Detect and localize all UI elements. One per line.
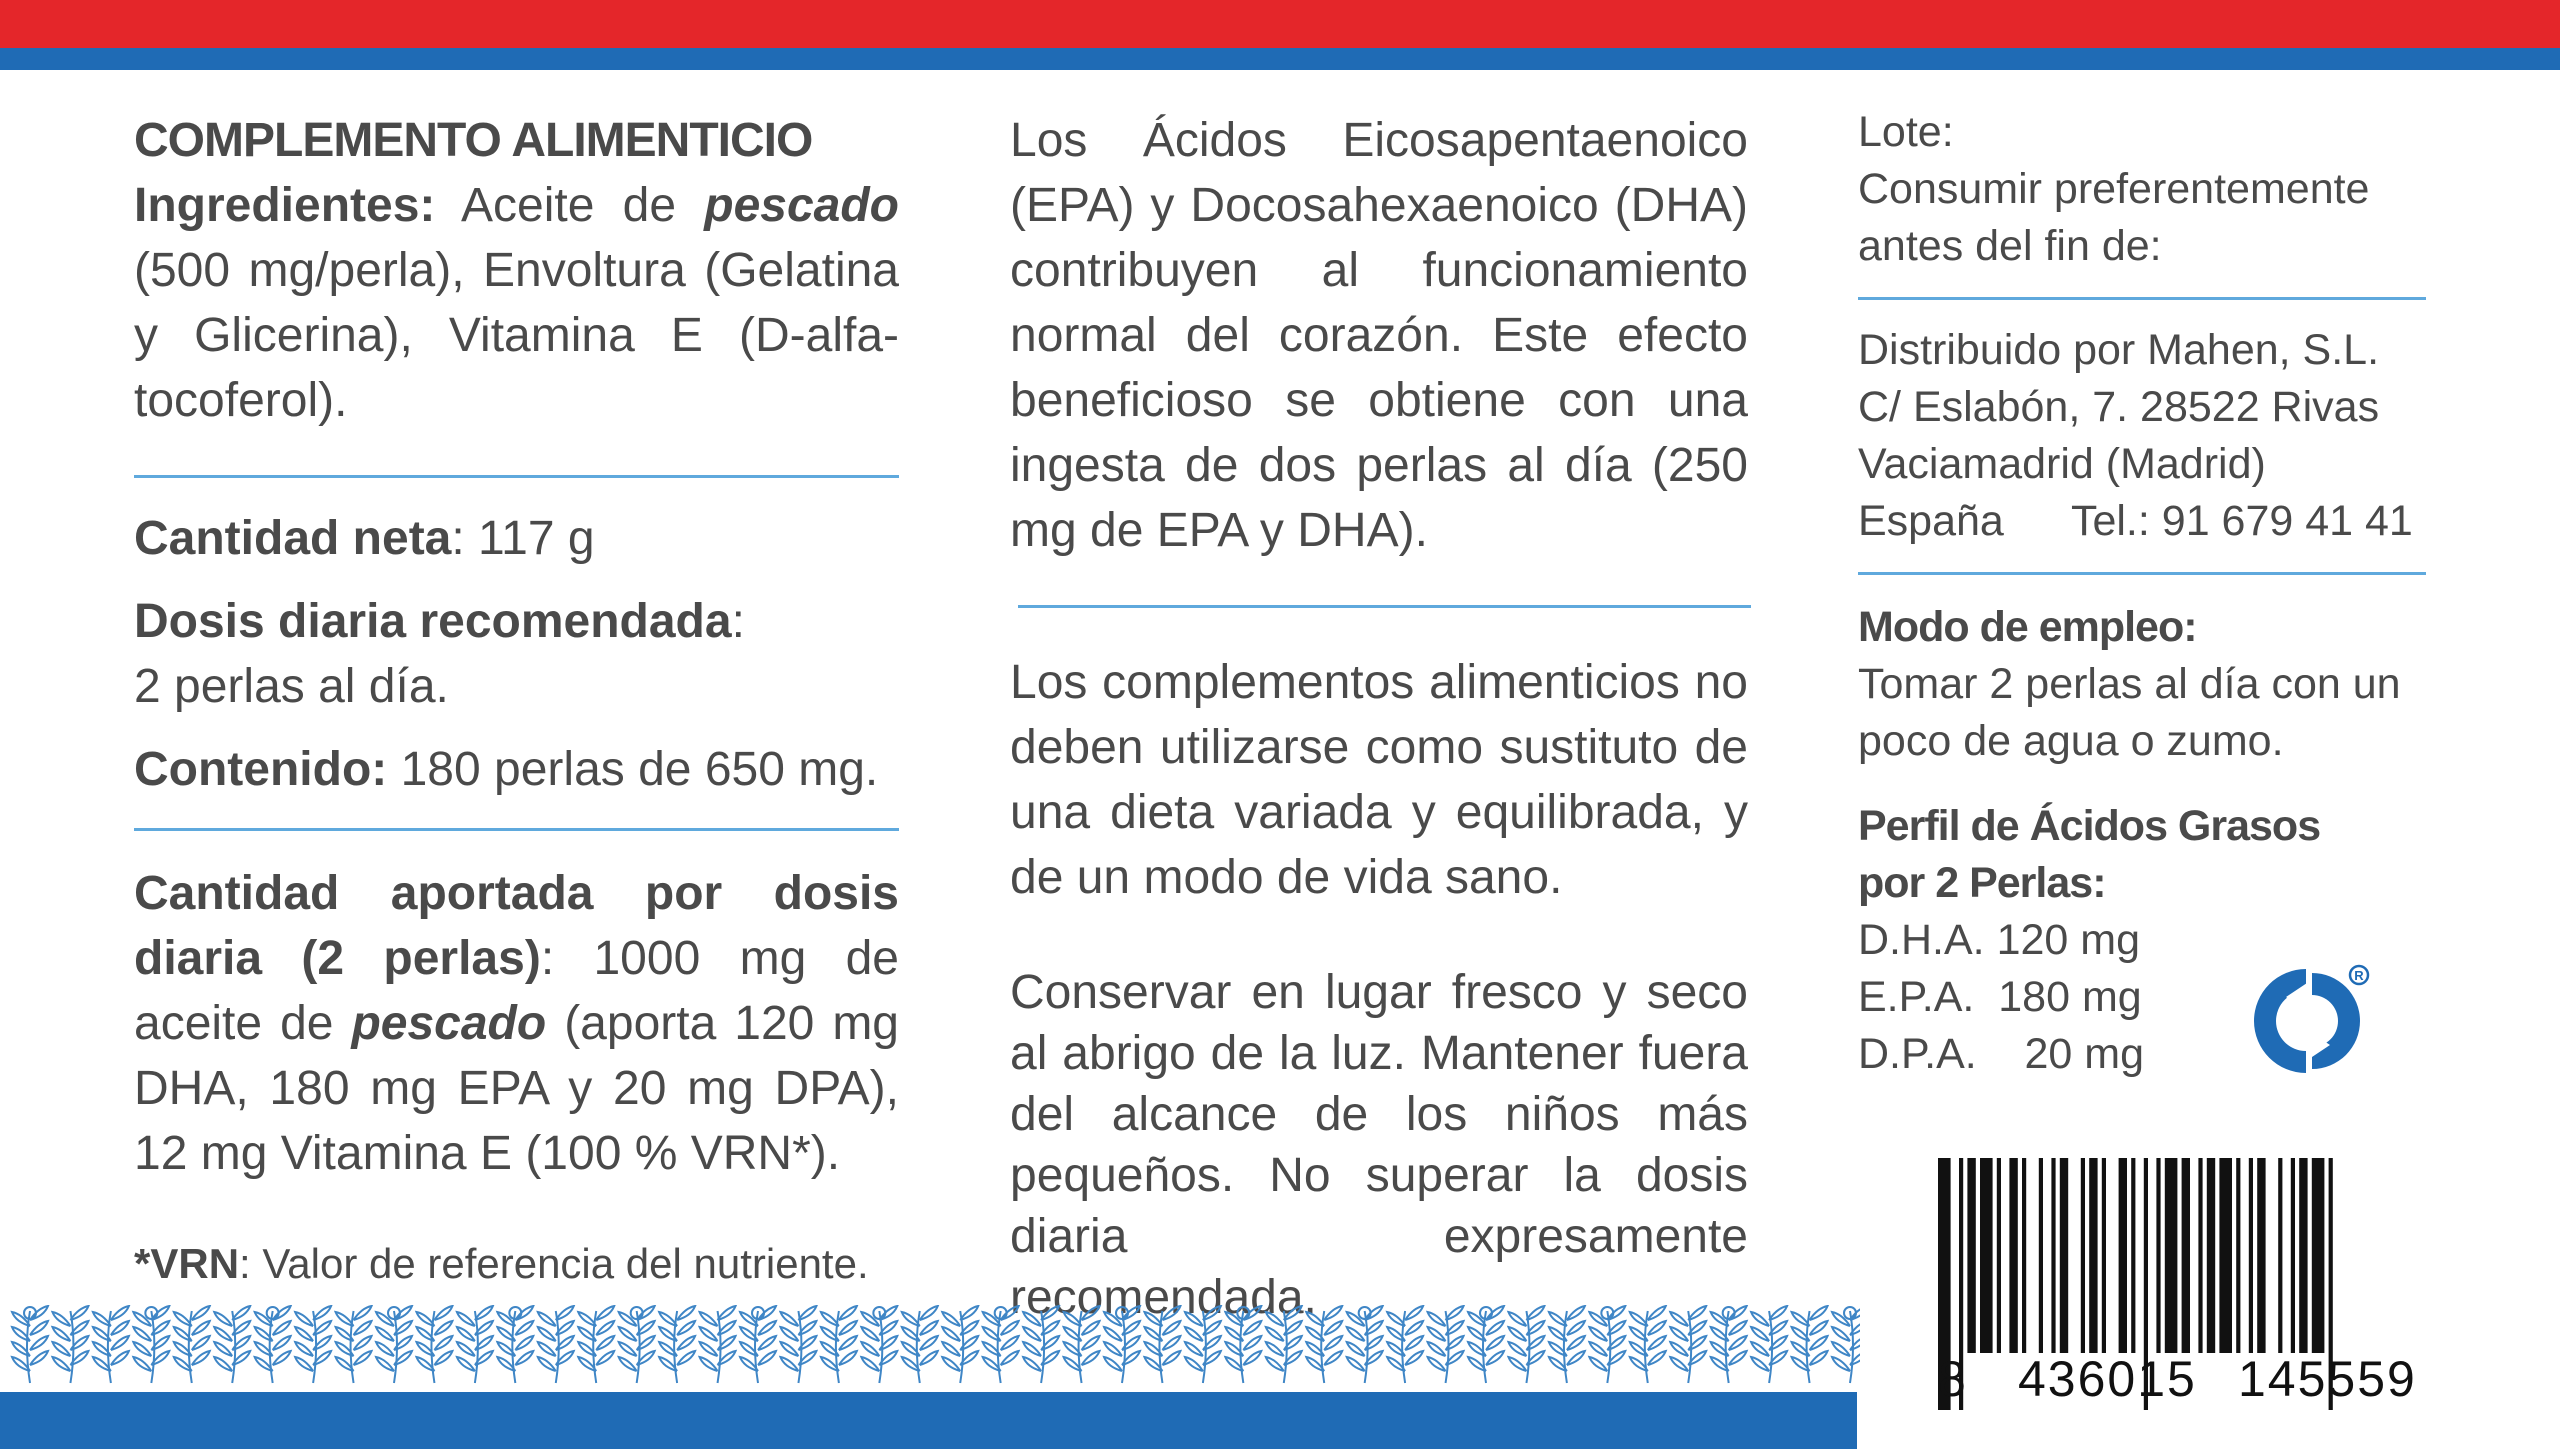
product-category-heading: COMPLEMENTO ALIMENTICIO (134, 114, 813, 167)
plant-sprig (821, 1306, 857, 1383)
fish-word: pescado (704, 179, 899, 232)
vrn-label: *VRN (134, 1240, 240, 1287)
column-composition (134, 108, 899, 1292)
ingredients-text-b: (500 mg/perla), Envoltura (Gelatina y Glicerina), Vitamina E (D-alfa-tocoferol). (134, 244, 899, 427)
profile-name: D.H.A. (1858, 916, 1985, 964)
vrn-text: Valor de referencia del nutriente. (262, 1240, 869, 1287)
registered-mark-icon (2350, 966, 2368, 984)
ingredients-text-a: Aceite de (460, 179, 677, 232)
plant-sprig (1832, 1306, 1860, 1383)
plant-sprig (497, 1306, 533, 1383)
divider (134, 828, 899, 831)
profile-amount: 20 mg (2024, 1030, 2145, 1078)
plant-sprig (376, 1306, 412, 1383)
plant-sprig (780, 1306, 816, 1383)
barcode-bar (2165, 1158, 2178, 1353)
barcode-bar (2291, 1158, 2295, 1353)
plant-sprig (1792, 1306, 1828, 1383)
plant-sprig (1347, 1306, 1383, 1383)
divider (1858, 297, 2426, 300)
daily-dose: Dosis diaria recomendada: 2 perlas al día. (134, 595, 745, 713)
plant-sprig (174, 1306, 210, 1383)
plant-sprig (1589, 1306, 1625, 1383)
ingredients-label: Ingredientes (134, 179, 420, 232)
barcode-bar (2182, 1158, 2190, 1353)
usage-label: Modo de empleo (1858, 603, 2184, 651)
dose-contribution-text-a: 1000 mg de aceite de (134, 932, 899, 1050)
plant-sprig (93, 1306, 129, 1383)
barcode-bar (2119, 1158, 2127, 1353)
plant-sprig (861, 1306, 897, 1383)
barcode-bar (2089, 1158, 2097, 1353)
plant-sprig (1468, 1306, 1504, 1383)
daily-dose-value: 2 perlas al día. (134, 660, 449, 713)
plant-sprig (942, 1306, 978, 1383)
profile-amount: 120 mg (1996, 916, 2141, 964)
plant-sprig (1306, 1306, 1342, 1383)
green-dot-recycling-icon (2250, 955, 2370, 1080)
plant-sprig (1428, 1306, 1464, 1383)
health-claim-paragraph: Los Ácidos Eicosapentaenoico (EPA) y Docosahexaenoico (DHA) contribuyen al funcionamiento normal del corazón. Este efecto beneficioso se obtiene con una ingesta de dos perlas al día (250 mg de EPA y DHA). (1010, 114, 1748, 557)
barcode-bar (2156, 1158, 2160, 1353)
plant-sprig (1064, 1306, 1100, 1383)
barcode-bar (2236, 1158, 2240, 1353)
country: España (1858, 497, 2004, 545)
plant-sprig (255, 1306, 291, 1383)
barcode-bar (1997, 1158, 2001, 1353)
barcode-bar (2051, 1158, 2055, 1353)
botanical-border-illustration (10, 1305, 1860, 1385)
plant-sprig (1023, 1306, 1059, 1383)
plant-sprig (1387, 1306, 1423, 1383)
best-before-label: Consumir preferentemente antes del fin de: (1858, 165, 2370, 270)
plant-sprig (1711, 1306, 1747, 1383)
country-phone-line (1858, 493, 2428, 550)
net-quantity-value: 117 g (478, 512, 595, 565)
plant-sprig (983, 1306, 1019, 1383)
plant-sprig (538, 1306, 574, 1383)
plant-sprig (336, 1306, 372, 1383)
plant-sprig (295, 1306, 331, 1383)
content-value: 180 perlas de 650 mg. (400, 743, 879, 796)
plant-sprig (1185, 1306, 1221, 1383)
barcode-bar (1980, 1158, 1993, 1353)
usage: Modo de empleo: Tomar 2 perlas al día con un poco de agua o zumo. (1858, 603, 2401, 765)
plant-sprig (1104, 1306, 1140, 1383)
barcode-bar (2278, 1158, 2282, 1353)
plant-sprig (133, 1306, 169, 1383)
barcode-bar (2081, 1158, 2085, 1353)
dose-contribution-label: Cantidad aportada por dosis diaria (2 perlas) (134, 867, 899, 985)
ingredients-paragraph: Ingredientes: Aceite de pescado (500 mg/perla), Envoltura (Gelatina y Glicerina), Vitamina E (D-alfa-tocoferol). (134, 179, 899, 427)
plant-sprig (1508, 1306, 1544, 1383)
content-label: Contenido (134, 743, 372, 796)
distributor-line-3: Vaciamadrid (Madrid) (1858, 440, 2266, 488)
lot-label: Lote: (1858, 108, 1954, 156)
plant-sprig (1670, 1306, 1706, 1383)
plant-sprig (457, 1306, 493, 1383)
barcode-digits-group-1: 436015 (2018, 1351, 2197, 1407)
diet-warning-paragraph: Los complementos alimenticios no deben utilizarse como sustituto de una dieta variada y equilibrada, y de un modo de vida sano. (1010, 656, 1748, 904)
content: Contenido: 180 perlas de 650 mg. (134, 743, 879, 796)
dose-contribution: Cantidad aportada por dosis diaria (2 perlas): 1000 mg de aceite de pescado (aporta 120 mg DHA, 180 mg EPA y 20 mg DPA), 12 mg Vitamina E (100 % VRN*). (134, 867, 899, 1180)
barcode-digits-group-2: 145559 (2238, 1351, 2417, 1407)
plant-sprig (1751, 1306, 1787, 1383)
plant-sprig (1549, 1306, 1585, 1383)
barcode-bar (2131, 1158, 2135, 1353)
plant-sprig (1144, 1306, 1180, 1383)
vrn-footnote: *VRN: Valor de referencia del nutriente. (134, 1240, 869, 1287)
barcode-bar (2219, 1158, 2232, 1353)
barcode-bar (2198, 1158, 2202, 1353)
plant-sprig (700, 1306, 736, 1383)
plant-sprig (1630, 1306, 1666, 1383)
net-quantity: Cantidad neta: 117 g (134, 512, 595, 565)
barcode-bar (2009, 1158, 2017, 1353)
plant-sprig (619, 1306, 655, 1383)
top-red-band (0, 0, 2560, 48)
plant-sprig (578, 1306, 614, 1383)
profile-amount: 180 mg (1998, 973, 2142, 1021)
usage-text: Tomar 2 perlas al día con un poco de agua o zumo. (1858, 660, 2401, 765)
profile-name: E.P.A. (1858, 973, 1975, 1021)
storage-paragraph: Conservar en lugar fresco y seco al abrigo de la luz. Mantener fuera del alcance de los niños más pequeños. No superar la dosis diaria expresamente recomendada. (1010, 966, 1748, 1324)
barcode-bar (2207, 1158, 2215, 1353)
plant-sprig (1266, 1306, 1302, 1383)
dose-contribution-text-b: (aporta 120 mg DHA, 180 mg EPA y 20 mg DPA), 12 mg Vitamina E (100 % VRN*). (134, 997, 899, 1180)
barcode-bar (2060, 1158, 2068, 1353)
phone: Tel.: 91 679 41 41 (2070, 497, 2413, 545)
barcode-bar (2312, 1158, 2325, 1353)
distributor-line-1: Distribuido por Mahen, S.L. (1858, 326, 2380, 374)
daily-dose-label: Dosis diaria recomendada (134, 595, 732, 648)
barcode-bar (2039, 1158, 2043, 1353)
barcode-digit-first: 8 (1938, 1351, 1968, 1407)
distributor-line-2: C/ Eslabón, 7. 28522 Rivas (1858, 383, 2380, 431)
profile-name: D.P.A. (1858, 1030, 1977, 1078)
plant-sprig (740, 1306, 776, 1383)
net-quantity-label: Cantidad neta (134, 512, 452, 565)
plant-sprig (902, 1306, 938, 1383)
barcode-bar (1967, 1158, 1975, 1353)
plant-sprig (659, 1306, 695, 1383)
bottom-blue-band (0, 1392, 1857, 1449)
plant-sprig (52, 1306, 88, 1383)
column-distribution (1858, 104, 2428, 1083)
barcode-bar (2299, 1158, 2307, 1353)
barcode-bar (2249, 1158, 2253, 1353)
barcode-bar (2257, 1158, 2265, 1353)
plant-sprig (1225, 1306, 1261, 1383)
fish-word: pescado (351, 997, 547, 1050)
svg-text:R: R (2354, 968, 2364, 983)
column-claims (1010, 108, 1748, 1328)
plant-sprig (12, 1306, 48, 1383)
divider (134, 475, 899, 478)
plant-sprig (416, 1306, 452, 1383)
fatty-acid-profile-title: Perfil de Ácidos Grasos (1858, 802, 2321, 850)
barcode-bar (2102, 1158, 2106, 1353)
top-blue-band (0, 48, 2560, 70)
fatty-acid-profile-subtitle: por 2 Perlas: (1858, 859, 2107, 907)
divider (1018, 605, 1751, 608)
divider (1858, 572, 2426, 575)
barcode-bar (2022, 1158, 2026, 1353)
plant-sprig (214, 1306, 250, 1383)
